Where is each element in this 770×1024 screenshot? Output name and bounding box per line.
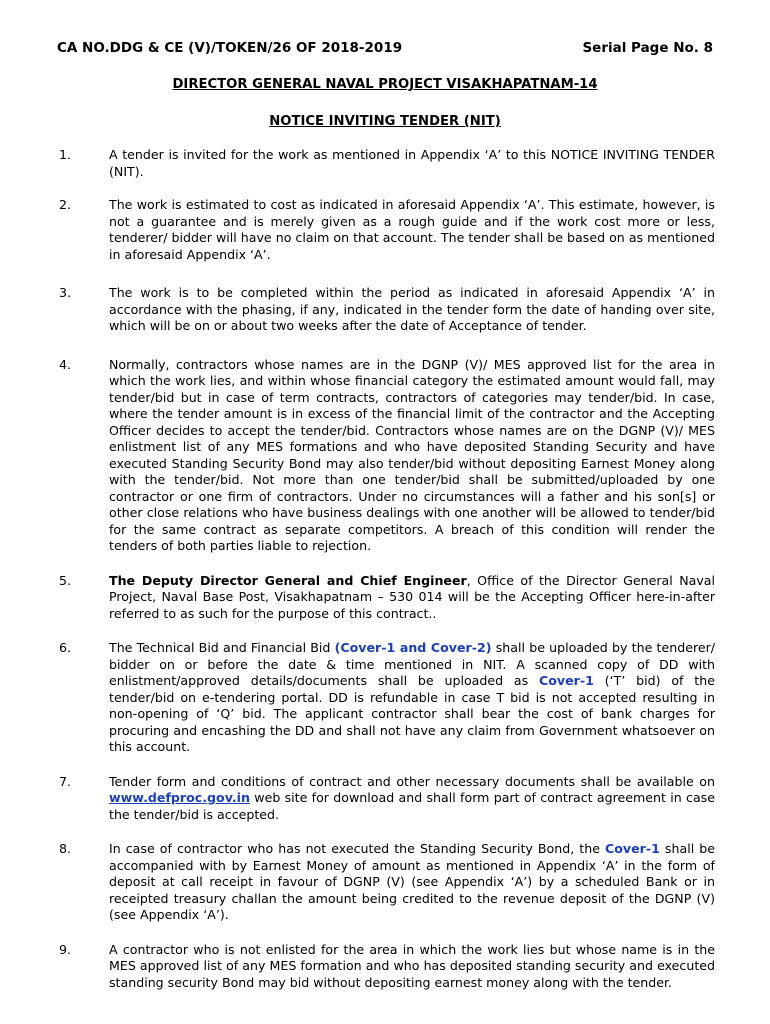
clause-text: The work is estimated to cost as indicated in aforesaid Appendix ‘A’. This estimate, however, is not a guarantee and is merely given as a rough guide and if the work cost more or less, tenderer/ bidder will have no claim on that account. The tender shall be based on as mentioned in aforesaid Appendix ‘A’. xyxy=(109,197,715,262)
clause-list xyxy=(59,147,715,991)
clause-number: 8. xyxy=(59,841,72,856)
clause-6 xyxy=(59,640,715,756)
cover-reference: (Cover-1 and Cover-2) xyxy=(334,640,492,655)
clause-number: 1. xyxy=(59,147,72,162)
cover-reference: Cover-1 xyxy=(539,673,594,688)
clause-text: The work is to be completed within the period as indicated in aforesaid Appendix ‘A’ in accordance with the phasing, if any, indicated in the tender form the date of handing over site, which will be on or about two weeks after the date of Acceptance of tender. xyxy=(109,285,715,333)
clause-number: 3. xyxy=(59,285,72,300)
defproc-website-link[interactable]: www.defproc.gov.in xyxy=(109,790,250,805)
clause-2 xyxy=(59,197,715,263)
clause-5 xyxy=(59,573,715,623)
clause-number: 4. xyxy=(59,356,72,372)
clause-text: In case of contractor who has not executed the Standing Security Bond, the Cover-1 shall be accompanied with by Earnest Money of amount as mentioned in Appendix ‘A’ in the form of deposit at call receipt in favour of DGNP (V) (see Appendix ‘A’) by a scheduled Bank or in receipted treasury challan the amount being credited to the revenue deposit of the DGNP (V) (see Appendix ‘A’). xyxy=(109,841,715,922)
clause-text: A contractor who is not enlisted for the area in which the work lies but whose name is in the MES approved list of any MES formation and who has deposited standing security and executed standing security Bond may bid without depositing earnest money along with the tender. xyxy=(109,941,715,990)
clause-7 xyxy=(59,774,715,824)
serial-page-number: Serial Page No. 8 xyxy=(582,40,713,56)
page-header xyxy=(57,40,713,62)
clause-9 xyxy=(59,942,715,992)
contract-number: CA NO.DDG & CE (V)/TOKEN/26 OF 2018-2019 xyxy=(57,40,403,56)
clause-number: 6. xyxy=(59,640,72,655)
clause-text: The Deputy Director General and Chief Engineer, Office of the Director General Naval Project, Naval Base Post, Visakhapatnam – 530 014 will be the Accepting Officer here-in-after referred to as such for the purpose of this contract.. xyxy=(109,572,716,621)
clause-number: 7. xyxy=(59,773,72,789)
clause-number: 9. xyxy=(59,941,72,957)
clause-1 xyxy=(59,147,715,180)
clause-number: 2. xyxy=(59,197,72,212)
cover-reference: Cover-1 xyxy=(605,841,660,856)
accepting-officer-title: The Deputy Director General and Chief Engineer xyxy=(109,572,467,588)
document-title: NOTICE INVITING TENDER (NIT) xyxy=(269,114,501,129)
clause-number: 5. xyxy=(59,572,72,588)
clause-4 xyxy=(59,357,715,555)
organization-title: DIRECTOR GENERAL NAVAL PROJECT VISAKHAPATNAM-14 xyxy=(172,77,598,92)
clause-text: The Technical Bid and Financial Bid (Cover-1 and Cover-2) shall be uploaded by the tenderer/ bidder on or before the date & time mentioned in NIT. A scanned copy of DD with enlistment/approved details/documents shall be uploaded as Cover-1 (‘T’ bid) of the tender/bid on e-tendering portal. DD is refundable in case T bid is not accepted resulting in non-opening of ‘Q’ bid. The applicant contractor shall bear the cost of bank charges for procuring and encashing the DD and shall not have any claim from Government whatsoever on this account. xyxy=(109,640,716,754)
clause-text: A tender is invited for the work as mentioned in Appendix ‘A’ to this NOTICE INVITING TENDER (NIT). xyxy=(109,147,715,179)
clause-text: Normally, contractors whose names are in the DGNP (V)/ MES approved list for the area in which the work lies, and within whose financial category the estimated amount would fall, may tender/bid but in case of term contracts, contractors of categories may tender/bid. In case, where the tender amount is in excess of the financial limit of the contractor and the Accepting Officer decides to accept the tender/bid. Contractors whose names are on the DGNP (V)/ MES enlistment list of any MES formations and who have deposited Standing Security and have executed Standing Security Bond may also tender/bid without depositing Earnest Money along with the tender/bid. Not more than one tender/bid shall be submitted/uploaded by one contractor or one firm of contractors. Under no circumstances will a father and his son[s] or other close relations who have business dealings with one another will be allowed to tender/bid for the same contract as separate competitors. A breach of this condition will render the tenders of both parties liable to rejection. xyxy=(109,356,715,553)
clause-text: Tender form and conditions of contract and other necessary documents shall be available on www.defproc.gov.in web site for download and shall form part of contract agreement in case the tender/bid is accepted. xyxy=(109,773,715,822)
clause-8 xyxy=(59,841,715,924)
clause-3 xyxy=(59,285,715,335)
